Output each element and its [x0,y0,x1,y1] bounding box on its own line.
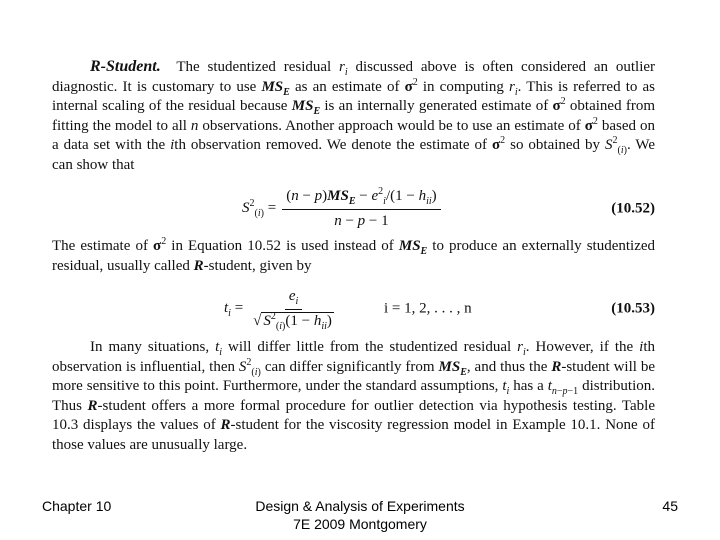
paragraph-r-student-intro [52,57,655,175]
footer-book-title-line2: 7E 2009 Montgomery [293,516,427,532]
textbook-excerpt [52,57,655,455]
paragraph-externally-studentized: The estimate of $\sigma^2$ in Equation 10.52 is used instead of $MS_E$ to produce an externally studentized residual, usually called R-student, given by [52,236,656,274]
equation-10-52-formula: $S^2_{(i)}$ = $\frac{(n - p)MS_E - e^2_i/(1 - h_{ii})}{n - p - 1}$ [242,189,441,229]
footer-book-title-line1: Design & Analysis of Experiments [255,498,465,514]
paragraph1-body: The studentized residual $r_i$ discussed above is often considered an outlier diagnostic. It is customary to use $MS_E$ as an estimate of $\sigma^2$ in computing $r_i$. This is referred to as internal scaling of the residual because $MS_E$ is an internally generated estimate of $\sigma^2$ obtained from fitting the model to all n observations. Another approach would be to use an estimate of $\sigma^2$ based on a data set with the ith observation removed. We denote the estimate of $\sigma^2$ so obtained by $S^2_{(i)}$. We can show that [52,59,656,173]
footer-chapter: Chapter 10 [42,498,112,514]
equation-10-53-range: i = 1, 2, . . . , n [384,300,472,317]
footer-book-title [200,497,520,533]
equation-10-52-label: (10.52) [611,200,655,217]
paragraph-many-situations: In many situations, $t_i$ will differ little from the studentized residual $r_i$. However, if the ith observation is influential, then $S^2_{(i)}$ can differ significantly from $MS_E$, and thus the R-student will be more sensitive to this point. Furthermore, under the standard assumptions, $t_i$ has a $t_{n-p-1}$ distribution. Thus R-student offers a more formal procedure for outlier detection via hypothesis testing. Table 10.3 displays the values of R-student for the viscosity regression model in Example 10.1. None of those values are unusually large. [52,339,656,453]
equation-10-53-label: (10.53) [611,300,655,317]
page-number: 45 [662,498,678,514]
section-title: R-Student. [90,58,161,75]
equation-10-53 [52,286,655,332]
equation-10-53-formula: $t_i$ = $\frac{e_i}{√ S^2_{(i)}(1 - h_{ii})}$ [224,288,332,332]
equation-10-52 [52,186,655,229]
